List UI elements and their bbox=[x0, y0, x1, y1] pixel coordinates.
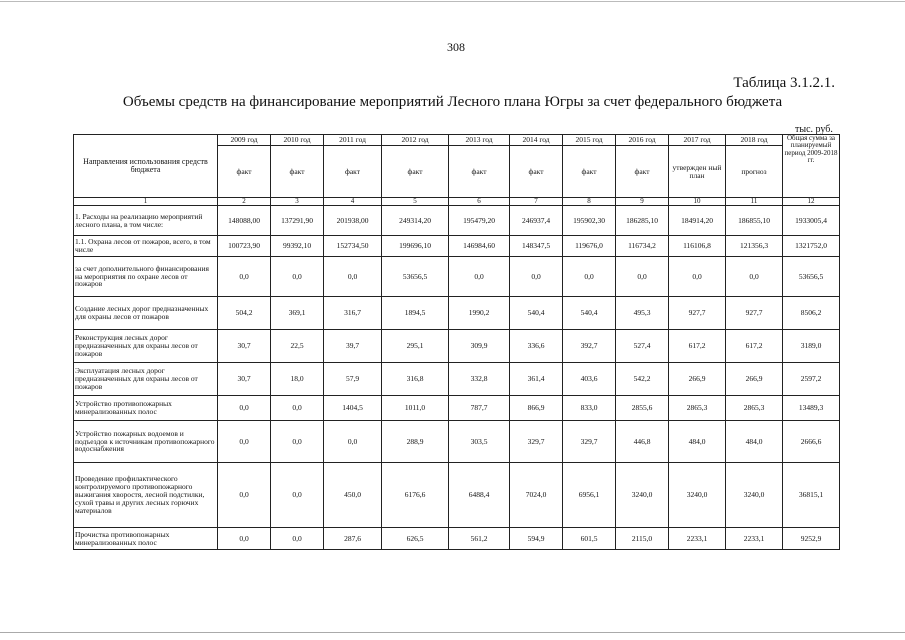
row-value: 201938,00 bbox=[324, 206, 382, 236]
row-value: 0,0 bbox=[449, 257, 510, 297]
page-number: 308 bbox=[447, 40, 465, 54]
table-row bbox=[74, 463, 840, 528]
header-type: прогноз bbox=[726, 146, 783, 198]
row-name: Устройство противопожарных минерализованных полос bbox=[74, 396, 218, 421]
row-value: 7024,0 bbox=[510, 463, 563, 528]
row-value: 2865,3 bbox=[726, 396, 783, 421]
row-value: 0,0 bbox=[726, 257, 783, 297]
table-row bbox=[74, 236, 840, 257]
header-total: Общая сумма за планируемый период 2009-2018 гг. bbox=[783, 135, 840, 198]
header-year: 2012 год bbox=[382, 135, 449, 146]
row-value: 288,9 bbox=[382, 421, 449, 463]
row-value: 450,0 bbox=[324, 463, 382, 528]
row-value: 833,0 bbox=[563, 396, 616, 421]
row-value: 504,2 bbox=[218, 297, 271, 330]
row-value: 540,4 bbox=[563, 297, 616, 330]
row-value: 0,0 bbox=[563, 257, 616, 297]
row-value: 121356,3 bbox=[726, 236, 783, 257]
scan-bottom-edge bbox=[0, 632, 905, 633]
table-row bbox=[74, 330, 840, 363]
row-value: 30,7 bbox=[218, 330, 271, 363]
row-value: 116734,2 bbox=[616, 236, 669, 257]
table-row bbox=[74, 206, 840, 236]
row-value: 787,7 bbox=[449, 396, 510, 421]
row-value: 316,8 bbox=[382, 363, 449, 396]
row-value: 2233,1 bbox=[726, 528, 783, 550]
header-year: 2016 год bbox=[616, 135, 669, 146]
column-number: 6 bbox=[449, 198, 510, 206]
row-value: 0,0 bbox=[218, 257, 271, 297]
column-number: 9 bbox=[616, 198, 669, 206]
row-value: 195479,20 bbox=[449, 206, 510, 236]
scan-top-edge bbox=[0, 1, 905, 2]
header-direction: Направления использования средств бюджета bbox=[74, 135, 218, 198]
row-value: 3240,0 bbox=[669, 463, 726, 528]
row-value: 1011,0 bbox=[382, 396, 449, 421]
row-value: 6176,6 bbox=[382, 463, 449, 528]
row-value: 266,9 bbox=[726, 363, 783, 396]
row-value: 137291,90 bbox=[271, 206, 324, 236]
row-value: 1990,2 bbox=[449, 297, 510, 330]
row-value: 6488,4 bbox=[449, 463, 510, 528]
unit-label: тыс. руб. bbox=[795, 124, 833, 135]
row-value: 303,5 bbox=[449, 421, 510, 463]
row-name: Эксплуатация лесных дорог предназначенных для охраны лесов от пожаров bbox=[74, 363, 218, 396]
row-value: 617,2 bbox=[669, 330, 726, 363]
column-number: 3 bbox=[271, 198, 324, 206]
column-number: 10 bbox=[669, 198, 726, 206]
row-value: 527,4 bbox=[616, 330, 669, 363]
row-value: 199696,10 bbox=[382, 236, 449, 257]
row-value: 295,1 bbox=[382, 330, 449, 363]
row-value: 617,2 bbox=[726, 330, 783, 363]
row-value: 329,7 bbox=[510, 421, 563, 463]
row-value: 2865,3 bbox=[669, 396, 726, 421]
row-value: 0,0 bbox=[218, 528, 271, 550]
row-value: 309,9 bbox=[449, 330, 510, 363]
row-value: 0,0 bbox=[324, 257, 382, 297]
row-value: 329,7 bbox=[563, 421, 616, 463]
row-value: 316,7 bbox=[324, 297, 382, 330]
row-value: 195902,30 bbox=[563, 206, 616, 236]
row-value: 2597,2 bbox=[783, 363, 840, 396]
row-value: 0,0 bbox=[271, 396, 324, 421]
column-number: 5 bbox=[382, 198, 449, 206]
row-value: 3240,0 bbox=[616, 463, 669, 528]
row-value: 3189,0 bbox=[783, 330, 840, 363]
row-value: 446,8 bbox=[616, 421, 669, 463]
row-value: 0,0 bbox=[218, 463, 271, 528]
row-value: 336,6 bbox=[510, 330, 563, 363]
header-type: факт bbox=[449, 146, 510, 198]
row-value: 22,5 bbox=[271, 330, 324, 363]
header-year: 2011 год bbox=[324, 135, 382, 146]
row-value: 152734,50 bbox=[324, 236, 382, 257]
row-value: 594,9 bbox=[510, 528, 563, 550]
row-value: 0,0 bbox=[669, 257, 726, 297]
header-type: факт bbox=[324, 146, 382, 198]
header-type: факт bbox=[218, 146, 271, 198]
table-body bbox=[74, 206, 840, 550]
row-value: 13489,3 bbox=[783, 396, 840, 421]
table-row bbox=[74, 363, 840, 396]
header-type: факт bbox=[616, 146, 669, 198]
row-value: 542,2 bbox=[616, 363, 669, 396]
row-value: 184914,20 bbox=[669, 206, 726, 236]
header-type: утвержден ный план bbox=[669, 146, 726, 198]
budget-table bbox=[73, 134, 840, 550]
row-value: 1321752,0 bbox=[783, 236, 840, 257]
row-value: 36815,1 bbox=[783, 463, 840, 528]
row-value: 246937,4 bbox=[510, 206, 563, 236]
row-value: 927,7 bbox=[669, 297, 726, 330]
header-year: 2009 год bbox=[218, 135, 271, 146]
row-value: 540,4 bbox=[510, 297, 563, 330]
row-value: 361,4 bbox=[510, 363, 563, 396]
column-number: 8 bbox=[563, 198, 616, 206]
table-label: Таблица 3.1.2.1. bbox=[733, 75, 835, 91]
row-value: 2855,6 bbox=[616, 396, 669, 421]
row-value: 146984,60 bbox=[449, 236, 510, 257]
row-value: 186855,10 bbox=[726, 206, 783, 236]
row-name: Проведение профилактического контролируемого противопожарного выжигания хворостя, лесной подстилки, сухой травы и других лесных горючих материалов bbox=[74, 463, 218, 528]
table-row bbox=[74, 421, 840, 463]
row-value: 116106,8 bbox=[669, 236, 726, 257]
row-name: Создание лесных дорог предназначенных для охраны лесов от пожаров bbox=[74, 297, 218, 330]
row-value: 561,2 bbox=[449, 528, 510, 550]
header-year: 2015 год bbox=[563, 135, 616, 146]
column-number: 2 bbox=[218, 198, 271, 206]
row-name: 1.1. Охрана лесов от пожаров, всего, в том числе bbox=[74, 236, 218, 257]
table-row bbox=[74, 257, 840, 297]
column-number: 4 bbox=[324, 198, 382, 206]
header-type: факт bbox=[563, 146, 616, 198]
header-type: факт bbox=[271, 146, 324, 198]
row-value: 0,0 bbox=[271, 257, 324, 297]
table-row bbox=[74, 528, 840, 550]
header-year: 2010 год bbox=[271, 135, 324, 146]
column-number-row bbox=[74, 198, 840, 206]
row-value: 18,0 bbox=[271, 363, 324, 396]
row-value: 484,0 bbox=[669, 421, 726, 463]
row-value: 626,5 bbox=[382, 528, 449, 550]
row-value: 9252,9 bbox=[783, 528, 840, 550]
table-row bbox=[74, 297, 840, 330]
row-value: 148347,5 bbox=[510, 236, 563, 257]
row-value: 53656,5 bbox=[783, 257, 840, 297]
row-value: 332,8 bbox=[449, 363, 510, 396]
row-value: 866,9 bbox=[510, 396, 563, 421]
column-number: 7 bbox=[510, 198, 563, 206]
row-value: 100723,90 bbox=[218, 236, 271, 257]
row-value: 601,5 bbox=[563, 528, 616, 550]
row-value: 0,0 bbox=[271, 463, 324, 528]
row-value: 403,6 bbox=[563, 363, 616, 396]
column-number: 12 bbox=[783, 198, 840, 206]
row-name: Прочистка противопожарных минерализованных полос bbox=[74, 528, 218, 550]
document-title: Объемы средств на финансирование мероприятий Лесного плана Югры за счет федерального бюджета bbox=[122, 94, 783, 110]
row-value: 0,0 bbox=[510, 257, 563, 297]
table-row bbox=[74, 396, 840, 421]
row-name: 1. Расходы на реализацию мероприятий лесного плана, в том числе: bbox=[74, 206, 218, 236]
row-value: 495,3 bbox=[616, 297, 669, 330]
row-value: 2233,1 bbox=[669, 528, 726, 550]
header-type: факт bbox=[510, 146, 563, 198]
row-value: 53656,5 bbox=[382, 257, 449, 297]
row-value: 2666,6 bbox=[783, 421, 840, 463]
header-year: 2014 год bbox=[510, 135, 563, 146]
row-value: 0,0 bbox=[218, 396, 271, 421]
table-header bbox=[74, 135, 840, 206]
row-value: 99392,10 bbox=[271, 236, 324, 257]
row-value: 3240,0 bbox=[726, 463, 783, 528]
row-value: 148088,00 bbox=[218, 206, 271, 236]
column-number: 11 bbox=[726, 198, 783, 206]
row-value: 8506,2 bbox=[783, 297, 840, 330]
header-type: факт bbox=[382, 146, 449, 198]
row-value: 0,0 bbox=[324, 421, 382, 463]
row-value: 927,7 bbox=[726, 297, 783, 330]
row-value: 39,7 bbox=[324, 330, 382, 363]
row-value: 369,1 bbox=[271, 297, 324, 330]
row-value: 249314,20 bbox=[382, 206, 449, 236]
row-value: 57,9 bbox=[324, 363, 382, 396]
row-name: Устройство пожарных водоемов и подъездов к источникам противопожарного водоснабжения bbox=[74, 421, 218, 463]
row-value: 6956,1 bbox=[563, 463, 616, 528]
row-name: Реконструкция лесных дорог предназначенных для охраны лесов от пожаров bbox=[74, 330, 218, 363]
row-value: 0,0 bbox=[218, 421, 271, 463]
row-value: 119676,0 bbox=[563, 236, 616, 257]
row-value: 2115,0 bbox=[616, 528, 669, 550]
row-value: 30,7 bbox=[218, 363, 271, 396]
column-number: 1 bbox=[74, 198, 218, 206]
header-year: 2018 год bbox=[726, 135, 783, 146]
row-value: 0,0 bbox=[271, 421, 324, 463]
header-row-years bbox=[74, 135, 840, 146]
row-value: 484,0 bbox=[726, 421, 783, 463]
row-value: 1404,5 bbox=[324, 396, 382, 421]
row-value: 186285,10 bbox=[616, 206, 669, 236]
row-value: 0,0 bbox=[616, 257, 669, 297]
header-year: 2017 год bbox=[669, 135, 726, 146]
row-value: 0,0 bbox=[271, 528, 324, 550]
header-year: 2013 год bbox=[449, 135, 510, 146]
row-value: 392,7 bbox=[563, 330, 616, 363]
row-value: 1933005,4 bbox=[783, 206, 840, 236]
row-value: 287,6 bbox=[324, 528, 382, 550]
row-value: 266,9 bbox=[669, 363, 726, 396]
row-value: 1894,5 bbox=[382, 297, 449, 330]
row-name: за счет дополнительного финансирования на мероприятия по охране лесов от пожаров bbox=[74, 257, 218, 297]
